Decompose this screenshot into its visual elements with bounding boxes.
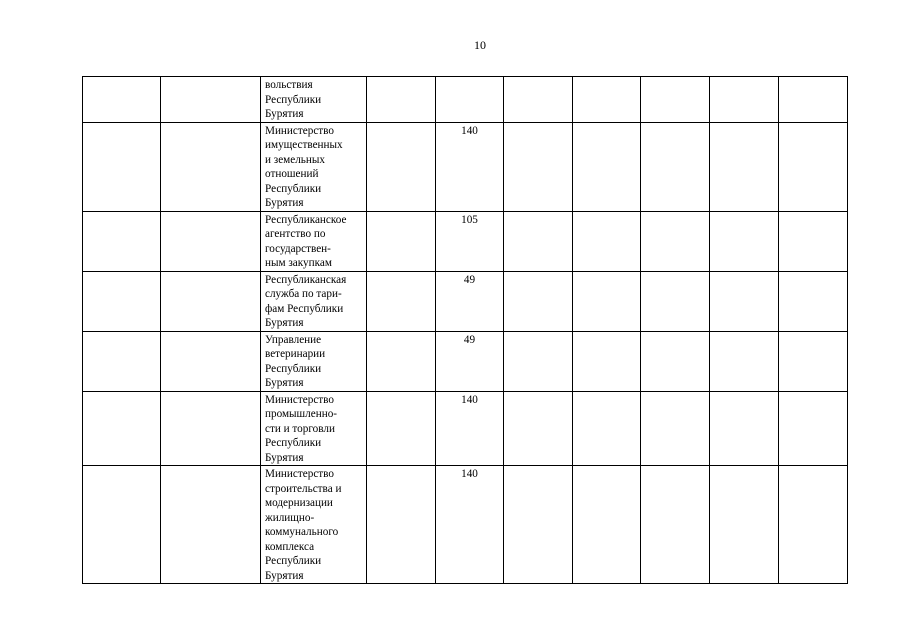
table-cell: [573, 331, 641, 391]
amount-cell: 140: [436, 391, 504, 466]
table-cell: [779, 211, 848, 271]
table-cell: [641, 122, 710, 211]
table-cell: [161, 122, 261, 211]
table-cell: [641, 466, 710, 584]
table-cell: [161, 331, 261, 391]
table-cell: [710, 211, 779, 271]
organization-cell: [261, 77, 367, 123]
table-cell: [641, 211, 710, 271]
organization-cell: [261, 211, 367, 271]
table-cell: [710, 331, 779, 391]
table-cell: [710, 391, 779, 466]
page-number: 10: [474, 38, 486, 52]
amount-cell: 105: [436, 211, 504, 271]
organization-name: Министерство промышленно- сти и торговли Республики Бурятия: [265, 393, 338, 464]
table-cell: [504, 466, 573, 584]
table-cell: [83, 466, 161, 584]
table-row: [83, 77, 848, 123]
amount-cell: 49: [436, 271, 504, 331]
table-cell: [161, 271, 261, 331]
organization-name: Министерство имущественных и земельных отношений Республики Бурятия: [265, 124, 343, 209]
table-cell: [641, 391, 710, 466]
table-cell: [367, 331, 436, 391]
table-cell: [779, 77, 848, 123]
table-row: [83, 391, 848, 466]
table-cell: [161, 211, 261, 271]
table-cell: [367, 466, 436, 584]
table-cell: [161, 466, 261, 584]
table-cell: [641, 77, 710, 123]
table-cell: [367, 122, 436, 211]
table-cell: [641, 271, 710, 331]
organization-name: Министерство строительства и модернизации жилищно- коммунального комплекса Республики Бурятия: [265, 468, 342, 582]
table-cell: [83, 122, 161, 211]
table-cell: [367, 271, 436, 331]
table-cell: [367, 77, 436, 123]
table-cell: [504, 211, 573, 271]
table-cell: [641, 331, 710, 391]
table-cell: [83, 211, 161, 271]
table-cell: [710, 77, 779, 123]
table-cell: [573, 77, 641, 123]
table-cell: [573, 391, 641, 466]
organization-name: Управление ветеринарии Республики Бурятия: [265, 333, 326, 389]
amount-cell: [436, 77, 504, 123]
table-cell: [779, 466, 848, 584]
table-cell: [83, 271, 161, 331]
table-cell: [83, 77, 161, 123]
table-cell: [367, 211, 436, 271]
amount-cell: 49: [436, 331, 504, 391]
table-cell: [710, 122, 779, 211]
organization-cell: [261, 122, 367, 211]
table-cell: [504, 271, 573, 331]
table-cell: [779, 331, 848, 391]
table-cell: [161, 391, 261, 466]
table-cell: [573, 122, 641, 211]
organization-name: Республиканская служба по тари- фам Республики Бурятия: [265, 273, 347, 329]
table-cell: [779, 122, 848, 211]
organization-cell: [261, 271, 367, 331]
table-cell: [161, 77, 261, 123]
table-cell: [573, 271, 641, 331]
table-cell: [779, 391, 848, 466]
table-cell: [83, 391, 161, 466]
table-cell: [779, 271, 848, 331]
table-row: [83, 271, 848, 331]
table-row: [83, 331, 848, 391]
amount-cell: 140: [436, 122, 504, 211]
organization-cell: [261, 331, 367, 391]
table-cell: [573, 466, 641, 584]
organization-cell: [261, 391, 367, 466]
organization-name: вольствия Республики Бурятия: [265, 79, 322, 120]
budget-table: [82, 76, 848, 584]
table-cell: [504, 77, 573, 123]
table-cell: [710, 271, 779, 331]
table-cell: [367, 391, 436, 466]
organization-cell: [261, 466, 367, 584]
table-cell: [710, 466, 779, 584]
amount-cell: 140: [436, 466, 504, 584]
organization-name: Республиканское агентство по государствен- ным закупкам: [265, 213, 347, 269]
table-cell: [573, 211, 641, 271]
table-cell: [504, 331, 573, 391]
table-cell: [504, 122, 573, 211]
table-row: [83, 211, 848, 271]
table-cell: [504, 391, 573, 466]
table-cell: [83, 331, 161, 391]
table-row: [83, 466, 848, 584]
table-row: [83, 122, 848, 211]
